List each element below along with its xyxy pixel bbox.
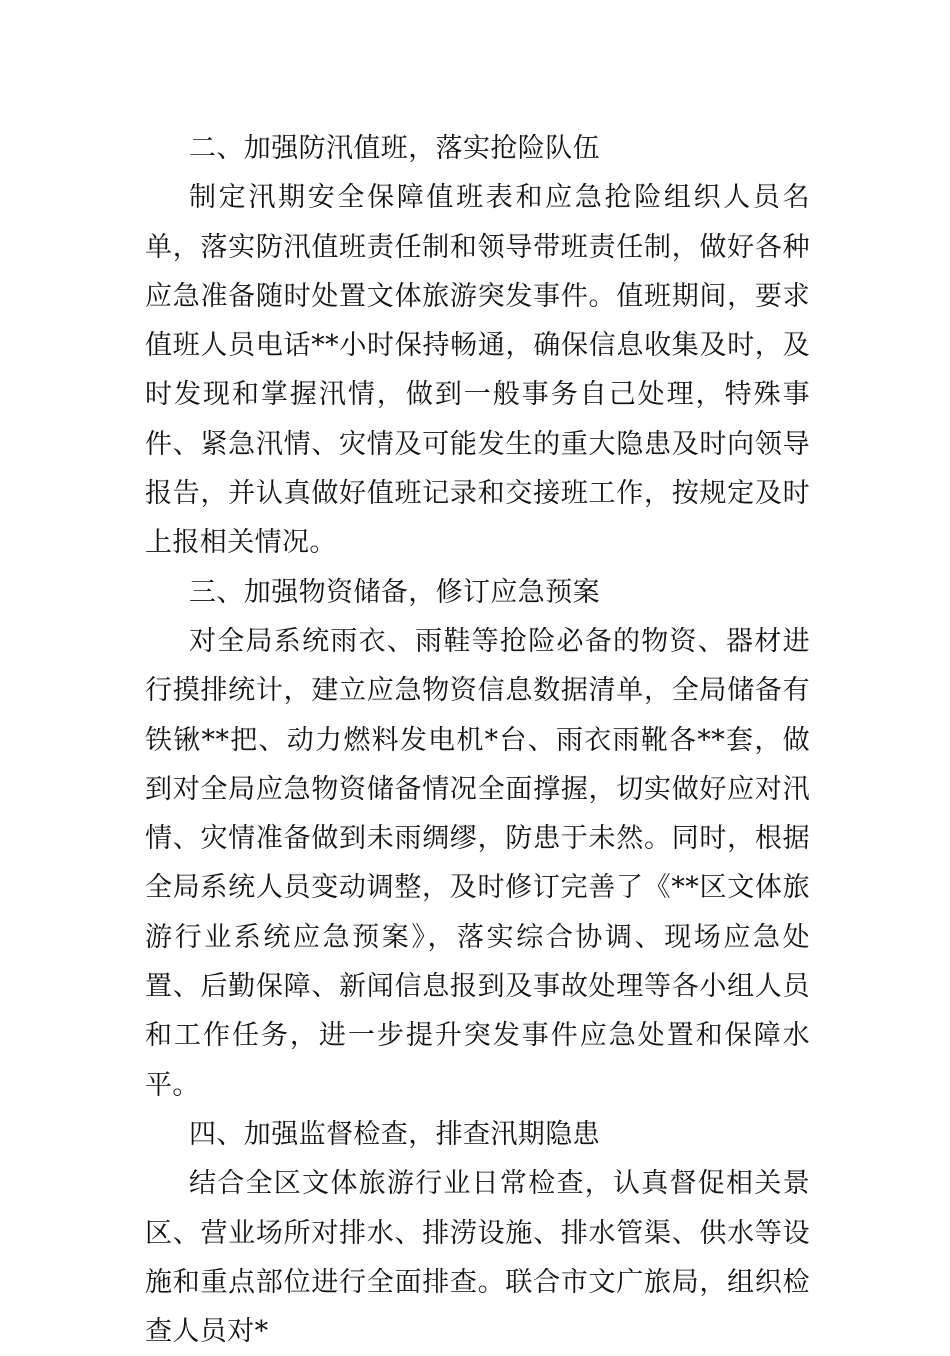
document-body [145,124,810,1356]
section-paragraph-3: 对全局系统雨衣、雨鞋等抢险必备的物资、器材进行摸排统计，建立应急物资信息数据清单，全局储备有铁锹**把、动力燃料发电机*台、雨衣雨靴各**套，做到对全局应急物资储备情况全面撑握，切实做好应对汛情、灾情准备做到未雨绸缪，防患于未然。同时，根据全局系统人员变动调整，及时修订完善了《**区文体旅游行业系统应急预案》，落实综合协调、现场应急处置、后勤保障、新闻信息报到及事故处理等各小组人员和工作任务，进一步提升突发事件应急处置和保障水平。 [145,625,810,1101]
section-paragraph-2: 制定汛期安全保障值班表和应急抢险组织人员名单，落实防汛值班责任制和领导带班责任制，做好各种应急准备随时处置文体旅游突发事件。值班期间，要求值班人员电话**小时保持畅通，确保信息收集及时，及时发现和掌握汛情，做到一般事务自己处理，特殊事件、紧急汛情、灾情及可能发生的重大隐患及时向领导报告，并认真做好值班记录和交接班工作，按规定及时上报相关情况。 [145,182,810,559]
section-paragraph-4: 结合全区文体旅游行业日常检查，认真督促相关景区、营业场所对排水、排涝设施、排水管渠、供水等设施和重点部位进行全面排查。联合市文广旅局，组织检查人员对* [145,1168,810,1348]
section-heading-2: 二、加强防汛值班，落实抢险队伍 [189,133,600,164]
section-heading-4: 四、加强监督检查，排查汛期隐患 [189,1118,600,1150]
section-heading-3: 三、加强物资储备，修订应急预案 [189,576,600,608]
